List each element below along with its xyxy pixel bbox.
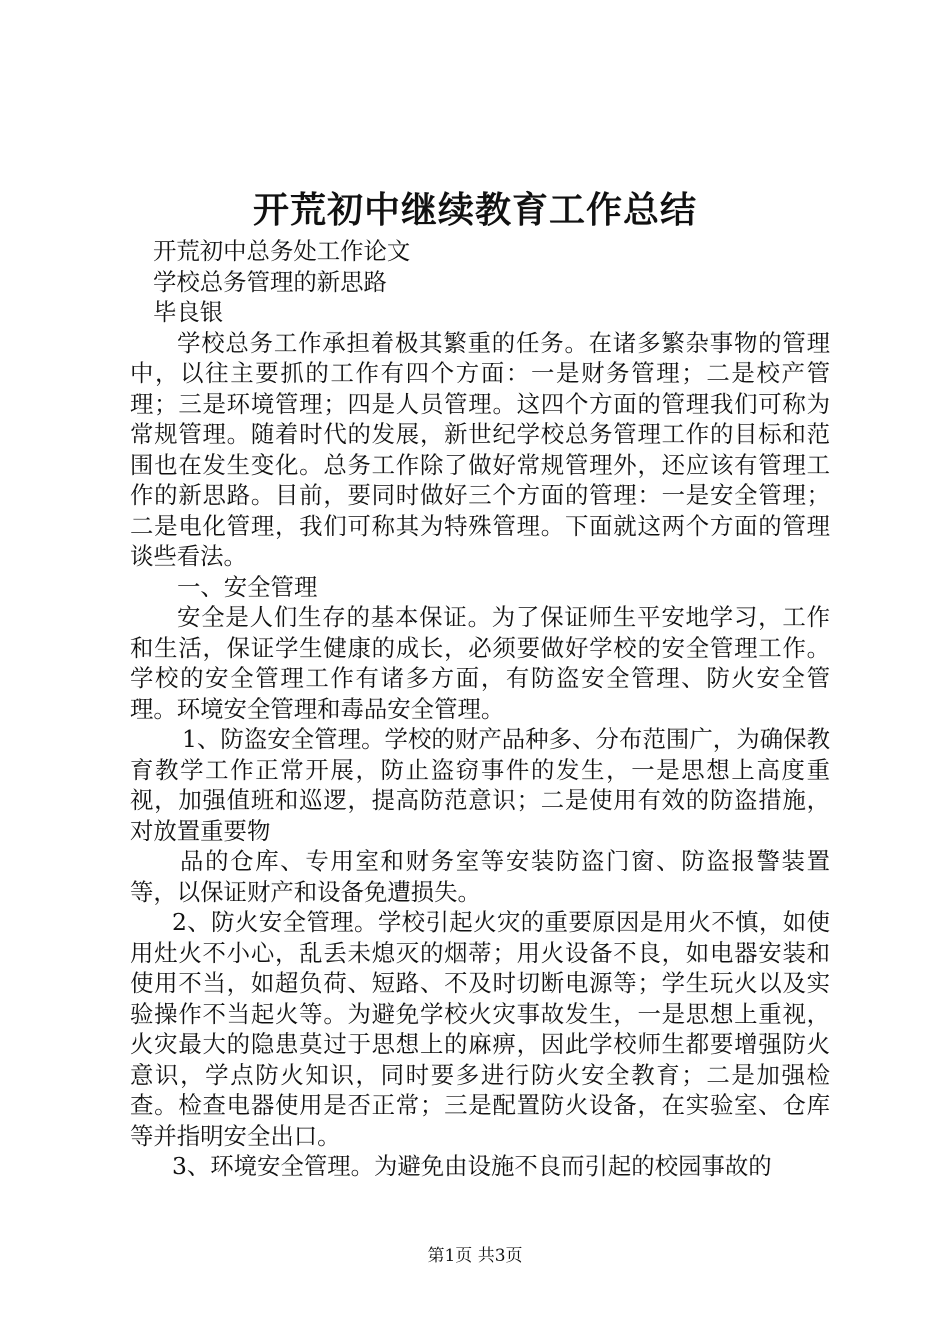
subtitle-topic: 学校总务管理的新思路: [153, 267, 387, 296]
document-title: 开荒初中继续教育工作总结: [252, 189, 697, 231]
paragraph-safety-overview: 安全是人们生存的基本保证。为了保证师生平安地学习，工作和生活，保证学生健康的成长，必须要做好学校的安全管理工作。学校的安全管理工作有诸多方面，有防盗安全管理、防火安全管理。环境安全管理和毒品安全管理。: [130, 603, 830, 723]
paragraph-fire-prevention: 2、防火安全管理。学校引起火灾的重要原因是用火不慎，如使用灶火不小心，乱丢未熄灭的烟蒂；用火设备不良，如电器安装和使用不当，如超负荷、短路、不及时切断电源等；学生玩火以及实验操作不当起火等。为避免学校火灾事故发生，一是思想上重视，火灾最大的隐患莫过于思想上的麻痹，因此学校师生都要增强防火意识，学点防火知识，同时要多进行防火安全教育；二是加强检查。检查电器使用是否正常；三是配置防火设备，在实验室、仓库等并指明安全出口。: [130, 908, 830, 1150]
section-heading-safety: 一、安全管理: [177, 572, 318, 601]
document-body: [130, 236, 830, 1182]
subtitle-school-paper: 开荒初中总务处工作论文: [153, 237, 411, 265]
paragraph-theft-prevention-continued: 品的仓库、专用室和财务室等安装防盗门窗、防盗报警装置等，以保证财产和设备免遭损失。: [130, 847, 830, 906]
page-footer: 第1页 共3页: [427, 1246, 523, 1266]
paragraph-theft-prevention: 1、防盗安全管理。学校的财产品种多、分布范围广，为确保教育教学工作正常开展，防止盗窃事件的发生，一是思想上高度重视，加强值班和巡逻，提高防范意识；二是使用有效的防盗措施，对放置重要物: [130, 725, 830, 845]
author-name: 毕良银: [153, 298, 224, 326]
paragraph-environment-safety: 3、环境安全管理。为避免由设施不良而引起的校园事故的: [172, 1152, 772, 1180]
paragraph-intro: 学校总务工作承担着极其繁重的任务。在诸多繁杂事物的管理中，以往主要抓的工作有四个方面：一是财务管理；二是校产管理；三是环境管理；四是人员管理。这四个方面的管理我们可称为常规管理。随着时代的发展，新世纪学校总务管理工作的目标和范围也在发生变化。总务工作除了做好常规管理外，还应该有管理工作的新思路。目前，要同时做好三个方面的管理：一是安全管理；二是电化管理，我们可称其为特殊管理。下面就这两个方面的管理谈些看法。: [130, 328, 830, 570]
